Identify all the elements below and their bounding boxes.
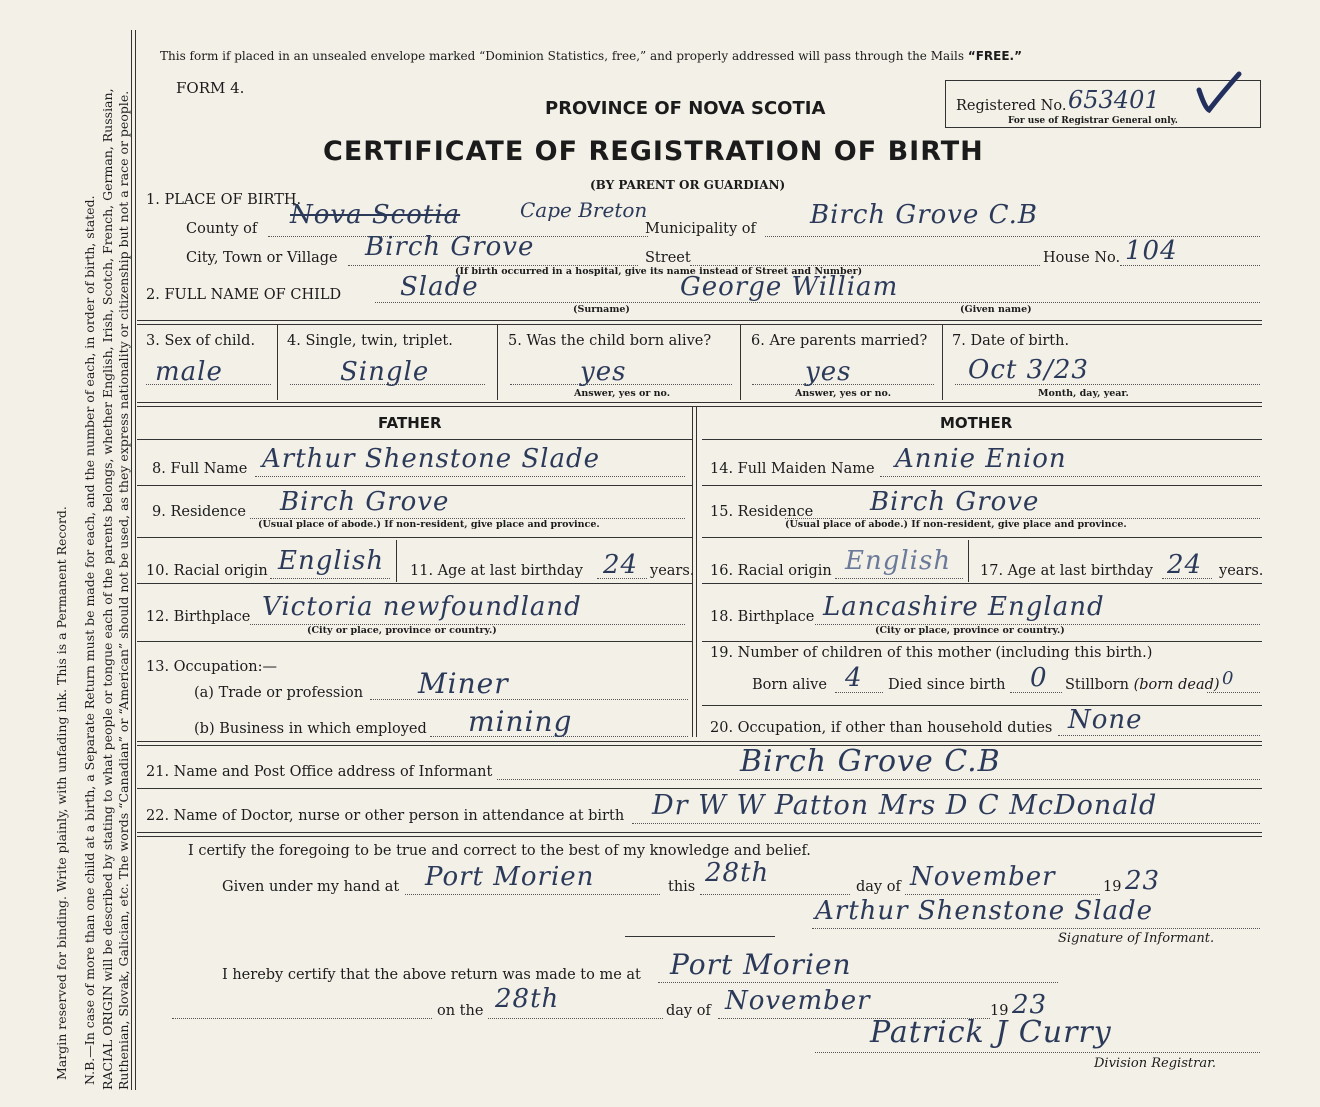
place-heading: 1. PLACE OF BIRTH. [146,192,302,208]
year-prefix: 19 [1103,879,1122,895]
margin-nb-note: N.B.—In case of more than one child at a birth, a Separate Return must be made for each, and the number of each, in order of birth, stated. [82,195,97,1085]
rule-informant-top [137,741,1262,746]
mother-race-label: 16. Racial origin [710,563,832,579]
margin-binding-note: Margin reserved for binding. Write plainly, with unfading ink. This is a Permanent Record. [54,506,69,1080]
divider-6 [942,325,943,400]
mother-residence-value: Birch Grove [870,487,1040,517]
trade-value: Miner [418,667,509,700]
father-race-divider [396,540,397,582]
hereby-place-line [658,982,1058,983]
left-margin [0,0,132,1107]
mother-birthplace-caption: (City or place, province or country.) [875,625,1065,636]
mother-race-divider [968,540,969,582]
child-given-name: George William [680,272,899,302]
father-name-label: 8. Full Name [152,461,248,477]
county-value: Cape Breton [520,198,648,222]
father-race-line [270,578,390,579]
hospital-note: (If birth occurred in a hospital, give its name instead of Street and Number) [455,266,863,277]
house-label: House No. [1043,250,1121,266]
signature-line [812,928,1260,929]
year2-value: 23 [1012,990,1048,1020]
trade-label: (a) Trade or profession [194,685,364,701]
divider-4 [497,325,498,400]
father-race-value: English [278,546,385,576]
registrar-caption: Division Registrar. [1094,1056,1216,1071]
year2-prefix: 19 [990,1003,1009,1019]
mother-age-label: 17. Age at last birthday [980,563,1153,579]
rule-doctor-top [137,788,1262,789]
informant-label: 21. Name and Post Office address of Informant [146,764,493,780]
given-caption: (Given name) [960,304,1032,315]
sex-label: 3. Sex of child. [146,333,256,349]
on-day-value: 28th [495,984,560,1014]
business-label: (b) Business in which employed [194,721,427,737]
registrar-line [815,1052,1260,1053]
this-day-value: 28th [705,858,770,888]
this-label: this [668,879,696,895]
informant-line [497,779,1260,780]
given-place-value: Port Morien [425,862,595,892]
registered-number: 653401 [1068,86,1160,114]
father-heading: FATHER [378,414,442,432]
father-residence-caption: (Usual place of abode.) If non-resident, give place and province. [258,519,600,530]
on-label: on the [437,1003,484,1019]
mother-age-value: 24 [1167,550,1203,580]
surname-caption: (Surname) [573,304,630,315]
married-value: yes [805,357,852,387]
born-alive-value: yes [580,357,627,387]
mother-name-value: Annie Enion [895,444,1067,474]
month-line [905,894,1100,895]
father-residence-label: 9. Residence [152,504,246,520]
city-label: City, Town or Village [186,250,338,266]
dayof2-label: day of [666,1003,711,1019]
mother-rule-5 [702,641,1262,642]
father-name-value: Arthur Shenstone Slade [262,444,601,474]
father-birthplace-caption: (City or place, province or country.) [307,625,497,636]
registrar-only-note: For use of Registrar General only. [1008,116,1178,126]
mail-notice: This form if placed in an unsealed envelope marked “Dominion Statistics, free,” and properly addressed will pass through the Mails “FREE.” [160,49,1022,63]
died-label: Died since birth [888,677,1006,693]
municipality-line [765,236,1260,237]
mother-rule-3 [702,537,1262,538]
rule-parents-top [137,402,1262,407]
father-rule-3 [137,537,692,538]
child-surname: Slade [400,272,479,302]
given-label: Given under my hand at [222,879,400,895]
sex-value: male [155,357,223,387]
mother-residence-label: 15. Residence [710,504,814,520]
father-residence-value: Birch Grove [280,487,450,517]
father-race-label: 10. Racial origin [146,563,268,579]
city-value: Birch Grove [365,232,535,262]
year-value: 23 [1125,866,1161,896]
dob-label: 7. Date of birth. [952,333,1070,349]
divider-5 [740,325,741,400]
stillborn-value: 0 [1222,668,1234,689]
born-alive-count-value: 4 [845,663,863,693]
given-place-line [405,894,660,895]
children-count-label: 19. Number of children of this mother (including this birth.) [710,645,1153,661]
stillborn-line [1207,692,1260,693]
married-label: 6. Are parents married? [751,333,928,349]
rule-cert-top [137,832,1262,837]
registered-label: Registered No. [956,98,1067,114]
dayof-label: day of [856,879,901,895]
county-label: County of [186,221,258,237]
mother-birthplace-label: 18. Birthplace [710,609,815,625]
father-rule-2 [137,485,692,486]
plurality-value: Single [340,357,430,387]
child-name-label: 2. FULL NAME OF CHILD [146,287,342,303]
margin-rule [131,30,136,1090]
born-alive-label: 5. Was the child born alive? [508,333,712,349]
mother-occupation-value: None [1068,705,1143,735]
mother-birthplace-value: Lancashire England [823,592,1105,622]
father-rule-4 [137,583,692,584]
mother-race-line [835,578,963,579]
county-struck-value: Nova Scotia [290,200,461,230]
doctor-line [632,823,1260,824]
mother-rule-6 [702,705,1262,706]
divider-short [625,936,775,937]
father-birthplace-value: Victoria newfoundland [262,592,582,622]
this-day-line [700,894,850,895]
born-alive-caption: Answer, yes or no. [574,388,671,399]
married-caption: Answer, yes or no. [795,388,892,399]
mother-occupation-label: 20. Occupation, if other than household duties [710,720,1053,736]
form-number: FORM 4. [176,79,245,97]
mother-occupation-line [1058,735,1260,736]
month-value: November [910,862,1056,892]
father-age-unit: years. [650,563,695,579]
child-name-line [375,302,1260,303]
registrar-signature: Patrick J Curry [870,1015,1112,1050]
mother-heading: MOTHER [940,414,1013,432]
mother-rule-2 [702,485,1262,486]
occupation-label: 13. Occupation:— [146,659,277,675]
province-heading: PROVINCE OF NOVA SCOTIA [545,98,826,119]
father-name-line [255,476,685,477]
certify-statement: I certify the foregoing to be true and correct to the best of my knowledge and belief. [188,843,811,859]
hereby-place-value: Port Morien [670,948,852,981]
checkmark-icon [1195,70,1245,115]
business-value: mining [468,705,573,738]
doctor-label: 22. Name of Doctor, nurse or other person in attendance at birth [146,808,625,824]
signature-caption: Signature of Informant. [1058,931,1215,946]
father-rule-5 [137,641,692,642]
born-alive-count-label: Born alive [752,677,827,693]
month2-value: November [725,986,871,1016]
certificate-subtitle: (BY PARENT OR GUARDIAN) [590,178,786,192]
informant-signature: Arthur Shenstone Slade [815,896,1154,926]
died-value: 0 [1030,663,1048,693]
municipality-value: Birch Grove C.B [810,200,1038,230]
plurality-label: 4. Single, twin, triplet. [287,333,453,349]
divider-3 [277,325,278,400]
house-value: 104 [1125,236,1178,266]
margin-racial-note: RACIAL ORIGIN will be described by stating to what people or tongue each of the parents belongs, whether English, Irish, Scotch, French, German, Russian, [100,88,115,1090]
mother-residence-caption: (Usual place of abode.) If non-resident, give place and province. [785,519,1127,530]
on-lead-line [172,1018,432,1019]
mother-name-line [880,476,1260,477]
mother-rule-4 [702,583,1262,584]
father-age-value: 24 [603,550,639,580]
father-age-label: 11. Age at last birthday [410,563,583,579]
margin-racial-note-2: Ruthenian, Slovak, Galician, etc. The words “Canadian” or “American” should not be used, as they express nationality or citizenship but not a race or people. [116,90,131,1090]
street-label: Street [645,250,691,266]
hereby-statement: I hereby certify that the above return was made to me at [222,967,641,983]
dob-value: Oct 3/23 [968,355,1089,385]
stillborn-label: Stillborn (born dead) [1065,677,1220,693]
father-rule-1 [137,439,692,440]
mother-race-value: English [845,546,952,576]
rule-row3-top [137,320,1262,325]
father-birthplace-label: 12. Birthplace [146,609,251,625]
mother-age-unit: years. [1219,563,1264,579]
dob-caption: Month, day, year. [1038,388,1129,399]
on-day-line [488,1018,663,1019]
mother-rule-1 [702,439,1262,440]
doctor-value: Dr W W Patton Mrs D C McDonald [652,790,1158,821]
certificate-title: CERTIFICATE OF REGISTRATION OF BIRTH [323,136,984,167]
informant-value: Birch Grove C.B [740,744,1001,779]
mother-name-label: 14. Full Maiden Name [710,461,875,477]
municipality-label: Municipality of [645,221,756,237]
